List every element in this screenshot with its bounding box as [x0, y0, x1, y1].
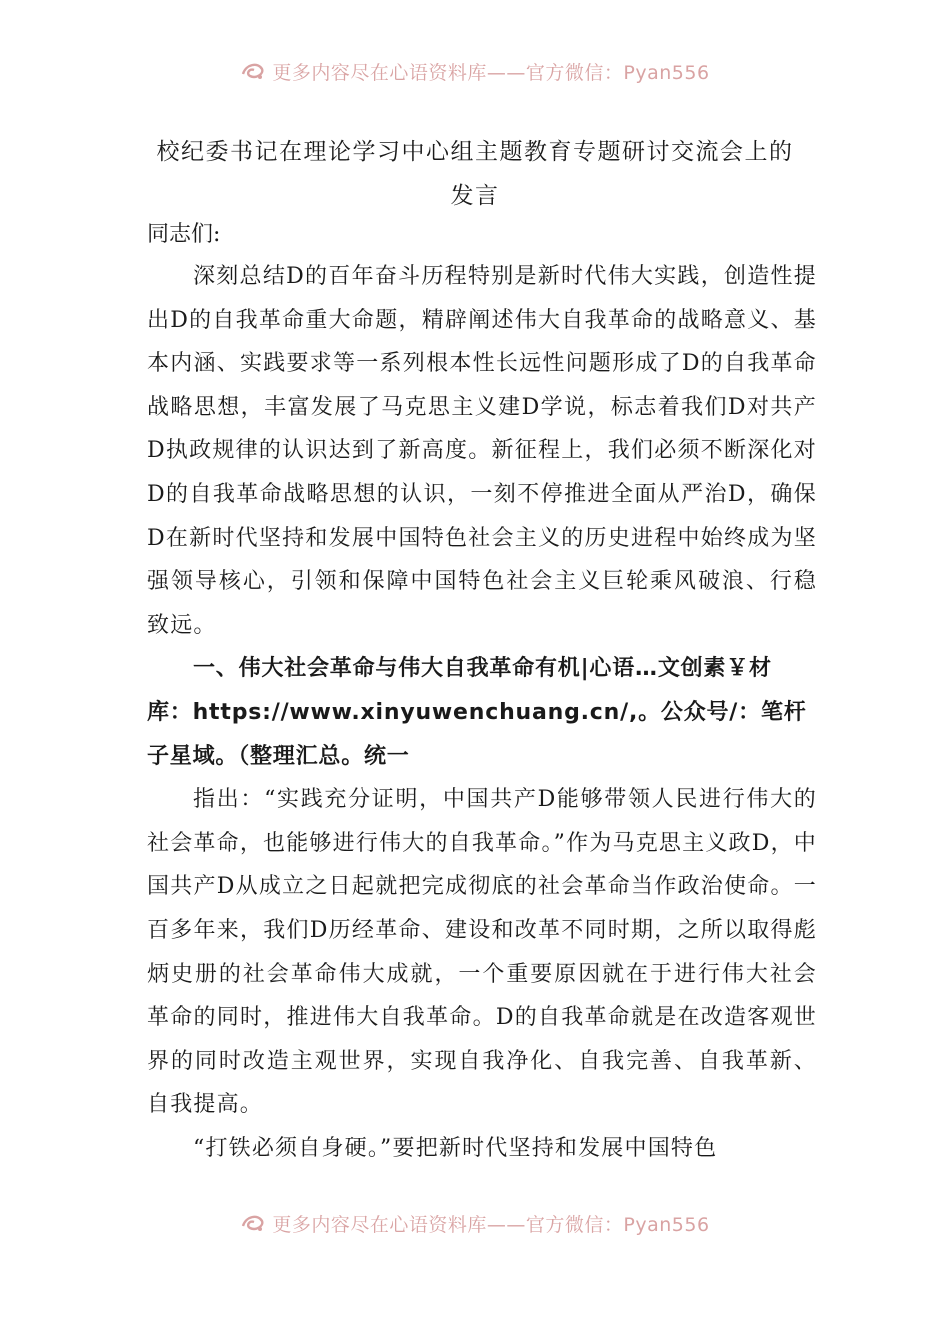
salutation: 同志们:	[147, 222, 221, 247]
paragraph-2: 指出：“实践充分证明，中国共产D能够带领人民进行伟大的社会革命，也能够进行伟大的自我革命。”作为马克思主义政D，中国共产D从成立之日起就把完成彻底的社会革命当作政治使命。一百多年来，我们D历经革命、建设和改革不同时期，之所以取得彪炳史册的社会革命伟大成就，一个重要原因就在于进行伟大社会革命的同时，推进伟大自我革命。D的自我革命就是在改造客观世界的同时改造主观世界，实现自我净化、自我完善、自我革新、自我提高。	[147, 787, 817, 1118]
watermark-text: 更多内容尽在心语资料库——官方微信：Pyan556	[272, 1213, 710, 1236]
section-heading-1: 一、伟大社会革命与伟大自我革命有机|心语…文创素￥材库：https://www.xinyuwenchuang.cn/,。公众号/：笔杆子星域。（整理汇总。统一	[147, 656, 807, 769]
swirl-logo-icon	[240, 1212, 266, 1234]
header-watermark	[0, 59, 950, 83]
paragraph-1: 深刻总结D的百年奋斗历程特别是新时代伟大实践，创造性提出D的自我革命重大命题，精辟阐述伟大自我革命的战略意义、基本内涵、实践要求等一系列根本性长远性问题形成了D的自我革命战略思想，丰富发展了马克思主义建D学说，标志着我们D对共产D执政规律的认识达到了新高度。新征程上，我们必须不断深化对D的自我革命战略思想的认识，一刻不停推进全面从严治D，确保D在新时代坚持和发展中国特色社会主义的历史进程中始终成为坚强领导核心，引领和保障中国特色社会主义巨轮乘风破浪、行稳致远。	[147, 264, 817, 638]
paragraph-3: “打铁必须自身硬。”要把新时代坚持和发展中国特色	[193, 1135, 718, 1161]
swirl-logo-icon	[240, 60, 266, 82]
footer-watermark	[0, 1211, 950, 1235]
watermark-text: 更多内容尽在心语资料库——官方微信：Pyan556	[272, 61, 710, 84]
document-title: 校纪委书记在理论学习中心组主题教育专题研讨交流会上的发言	[156, 139, 794, 209]
document-body	[147, 255, 817, 1170]
